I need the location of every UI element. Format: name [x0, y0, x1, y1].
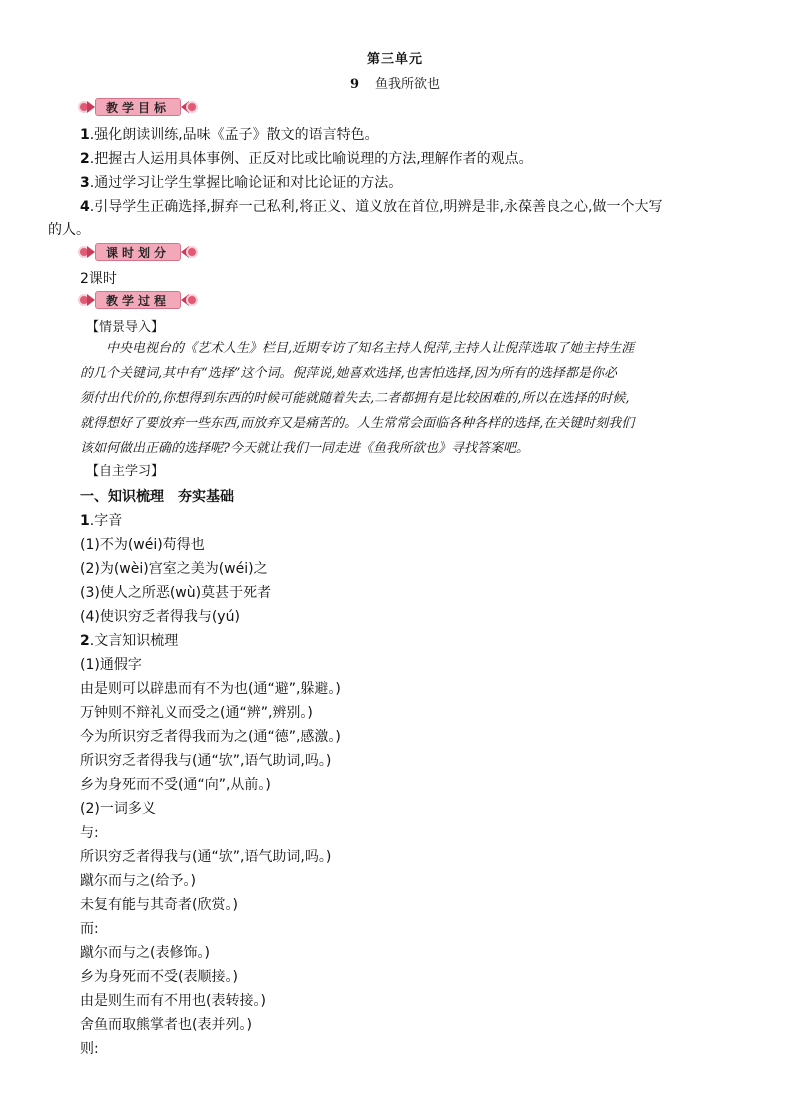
section-title-goals: 教学目标	[95, 98, 181, 116]
list-item: 由是则生而有不用也(表转接。)	[80, 993, 266, 1009]
list-item: 万钟则不辩礼义而受之(通“辨”,辨别。)	[80, 705, 313, 721]
intro-paragraph	[80, 336, 750, 461]
badge-left-arrow-icon	[87, 101, 95, 113]
topic-heading: (1)通假字	[80, 657, 142, 673]
subsection-1: 1.字音	[80, 513, 123, 529]
goal-3: 3.通过学习让学生掌握比喻论证和对比论证的方法。	[80, 175, 403, 191]
pron-item: (4)使识穷乏者得我与(yú)	[80, 609, 240, 625]
badge-left-arrow-icon	[87, 294, 95, 306]
self-study-heading: 【自主学习】	[86, 464, 165, 479]
periods-text: 2课时	[80, 271, 117, 287]
badge-right-cap-icon	[186, 294, 198, 306]
list-item: 所识穷乏者得我与(通“欤”,语气助词,吗。)	[80, 849, 332, 865]
word-heading: 与:	[80, 825, 99, 841]
list-item: 由是则可以辟患而有不为也(通“避”,躲避。)	[80, 681, 341, 697]
goal-2: 2.把握古人运用具体事例、正反对比或比喻说理的方法,理解作者的观点。	[80, 151, 533, 167]
badge-right-cap-icon	[186, 246, 198, 258]
badge-left-arrow-icon	[87, 246, 95, 258]
list-item: 未复有能与其奇者(欣赏。)	[80, 897, 238, 913]
list-item: 蹴尔而与之(给予。)	[80, 873, 196, 889]
lesson-name: 鱼我所欲也	[375, 77, 441, 92]
unit-title: 第三单元	[366, 52, 423, 67]
word-heading: 而:	[80, 921, 99, 937]
topic-heading: (2)一词多义	[80, 801, 156, 817]
list-item: 舍鱼而取熊掌者也(表并列。)	[80, 1017, 252, 1033]
list-item: 乡为身死而不受(表顺接。)	[80, 969, 238, 985]
section-badge-periods	[78, 243, 198, 261]
lesson-title	[0, 73, 790, 92]
section-title-periods: 课时划分	[95, 243, 181, 261]
intro-heading: 【情景导入】	[86, 320, 165, 335]
section-badge-goals	[78, 98, 198, 116]
pron-item: (3)使人之所恶(wù)莫甚于死者	[80, 585, 272, 601]
word-heading: 则:	[80, 1041, 99, 1057]
lesson-number: 9	[349, 77, 360, 92]
part-1-heading: 一、知识梳理 夯实基础	[80, 489, 234, 505]
pron-item: (1)不为(wéi)苟得也	[80, 537, 205, 553]
goal-4: 4.引导学生正确选择,摒弃一己私利,将正义、道义放在首位,明辨是非,永葆善良之心,做一个大写	[80, 199, 663, 215]
intro-line: 就得想好了要放弃一些东西,而放弃又是痛苦的。人生常常会面临各种各样的选择,在关键时刻我们	[80, 416, 635, 431]
pron-item: (2)为(wèi)宫室之美为(wéi)之	[80, 561, 268, 577]
intro-line: 的几个关键词,其中有“选择”这个词。倪萍说,她喜欢选择,也害怕选择,因为所有的选择都是你必	[80, 366, 617, 381]
intro-line: 中央电视台的《艺术人生》栏目,近期专访了知名主持人倪萍,主持人让倪萍选取了她主持生涯	[106, 341, 635, 356]
list-item: 乡为身死而不受(通“向”,从前。)	[80, 777, 271, 793]
subsection-2: 2.文言知识梳理	[80, 633, 179, 649]
goal-1: 1.强化朗读训练,品味《孟子》散文的语言特色。	[80, 127, 379, 143]
goal-4-cont: 的人。	[48, 222, 90, 238]
section-badge-process	[78, 291, 198, 309]
section-title-process: 教学过程	[95, 291, 181, 309]
list-item: 所识穷乏者得我与(通“欤”,语气助词,吗。)	[80, 753, 332, 769]
badge-right-cap-icon	[186, 101, 198, 113]
intro-line: 须付出代价的,你想得到东西的时候可能就随着失去,二者都拥有是比较困难的,所以在选择的时候,	[80, 391, 630, 406]
list-item: 今为所识穷乏者得我而为之(通“德”,感激。)	[80, 729, 341, 745]
list-item: 蹴尔而与之(表修饰。)	[80, 945, 210, 961]
intro-line: 该如何做出正确的选择呢?今天就让我们一同走进《鱼我所欲也》寻找答案吧。	[80, 441, 529, 456]
